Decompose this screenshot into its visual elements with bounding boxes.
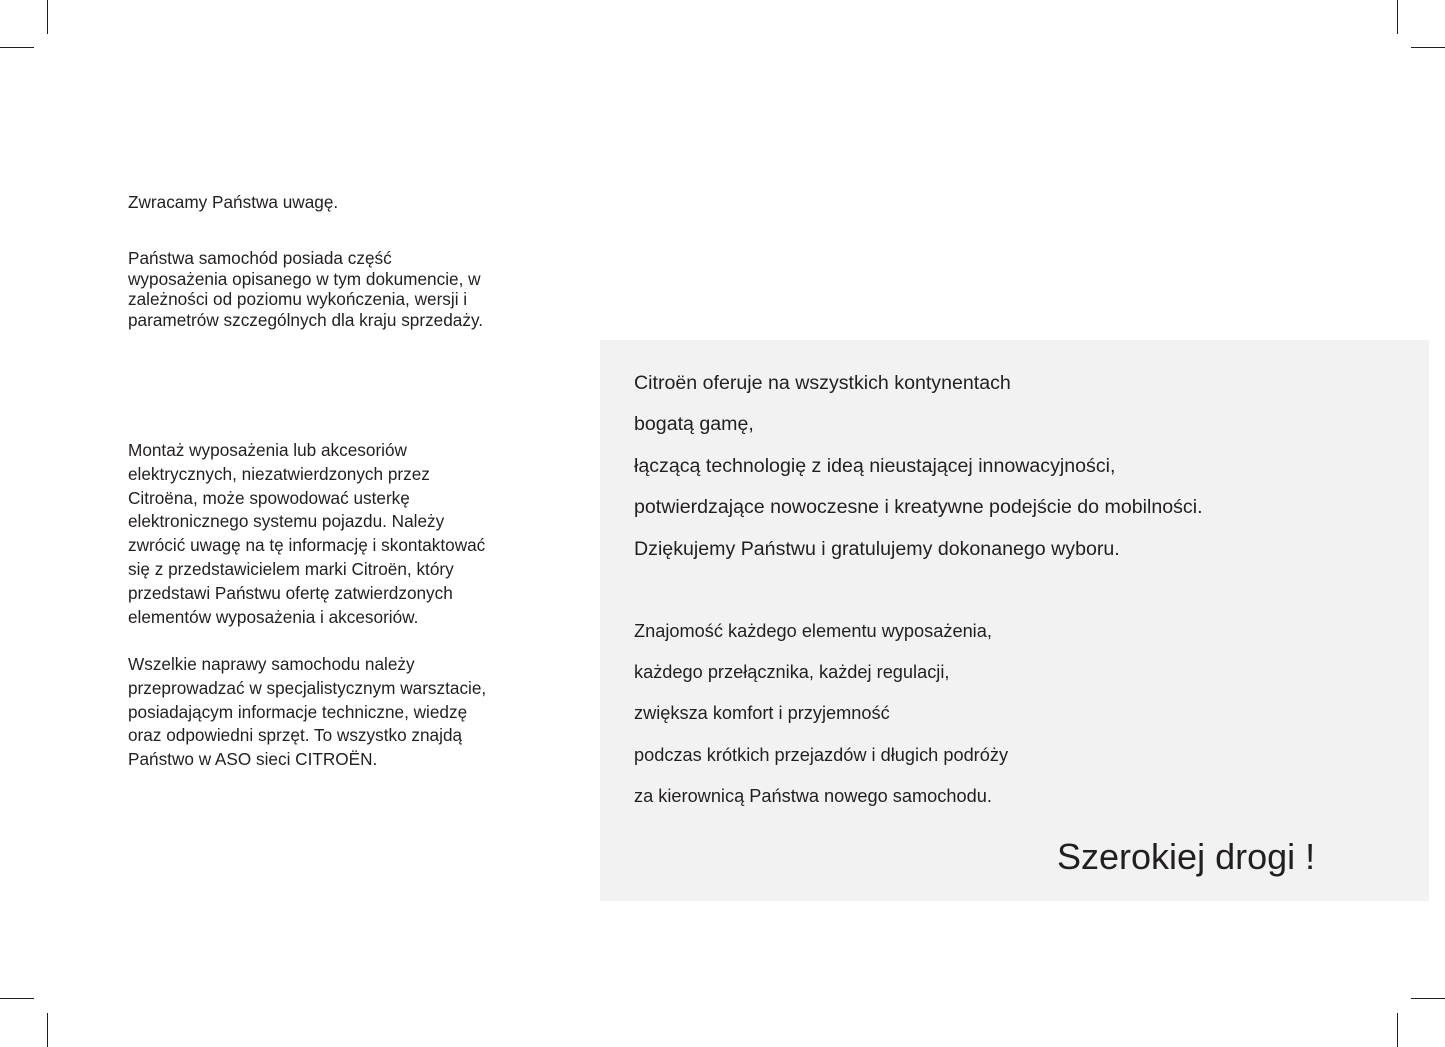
crop-mark-top-left-horizontal bbox=[0, 47, 34, 48]
intro-line: łączącą technologię z ideą nieustającej innowacyjności, bbox=[634, 455, 1116, 477]
knowledge-line: Znajomość każdego elementu wyposażenia, bbox=[634, 621, 992, 641]
attention-heading bbox=[128, 192, 558, 213]
crop-mark-bottom-right-vertical bbox=[1397, 1013, 1398, 1047]
repair-note-text: Wszelkie naprawy samochodu należy przeprowadzać w specjalistycznym warsztacie, posiadającym informacje techniczne, wiedzę oraz odpowiedni sprzęt. To wszystko znajdą Państwo w ASO sieci CITROËN. bbox=[128, 654, 487, 770]
crop-mark-bottom-right-horizontal bbox=[1411, 998, 1445, 999]
crop-mark-top-right-horizontal bbox=[1411, 47, 1445, 48]
knowledge-line: zwiększa komfort i przyjemność bbox=[634, 703, 890, 723]
repair-note bbox=[128, 653, 558, 772]
intro-line: Citroën oferuje na wszystkich kontynentach bbox=[634, 372, 1011, 394]
intro-line: Dziękujemy Państwu i gratulujemy dokonanego wyboru. bbox=[634, 538, 1120, 560]
crop-mark-top-right-vertical bbox=[1397, 0, 1398, 34]
welcome-panel bbox=[600, 340, 1429, 901]
knowledge-line: każdego przełącznika, każdej regulacji, bbox=[634, 662, 950, 682]
crop-mark-top-left-vertical bbox=[47, 0, 48, 34]
intro-line: potwierdzające nowoczesne i kreatywne podejście do mobilności. bbox=[634, 496, 1203, 518]
accessories-warning-text: Montaż wyposażenia lub akcesoriów elektrycznych, niezatwierdzonych przez Citroëna, może spowodować usterkę elektronicznego systemu pojazdu. Należy zwrócić uwagę na tę informację i skontaktować się z przedstawicielem marki Citroën, który przedstawi Państwu ofertę zatwierdzonych elementów wyposażenia i akcesoriów. bbox=[128, 440, 486, 627]
equipment-note bbox=[128, 248, 558, 330]
crop-mark-bottom-left-vertical bbox=[47, 1013, 48, 1047]
knowledge-line: podczas krótkich przejazdów i długich podróży bbox=[634, 745, 1009, 765]
closing-greeting: Szerokiej drogi ! bbox=[1057, 836, 1316, 877]
accessories-warning bbox=[128, 439, 558, 629]
crop-mark-bottom-left-horizontal bbox=[0, 998, 34, 999]
equipment-note-text: Państwa samochód posiada część wyposażenia opisanego w tym dokumencie, w zależności od poziomu wykończenia, wersji i parametrów szczególnych dla kraju sprzedaży. bbox=[128, 248, 484, 330]
intro-line: bogatą gamę, bbox=[634, 413, 754, 435]
attention-text: Zwracamy Państwa uwagę. bbox=[128, 192, 339, 212]
knowledge-line: za kierownicą Państwa nowego samochodu. bbox=[634, 786, 992, 806]
